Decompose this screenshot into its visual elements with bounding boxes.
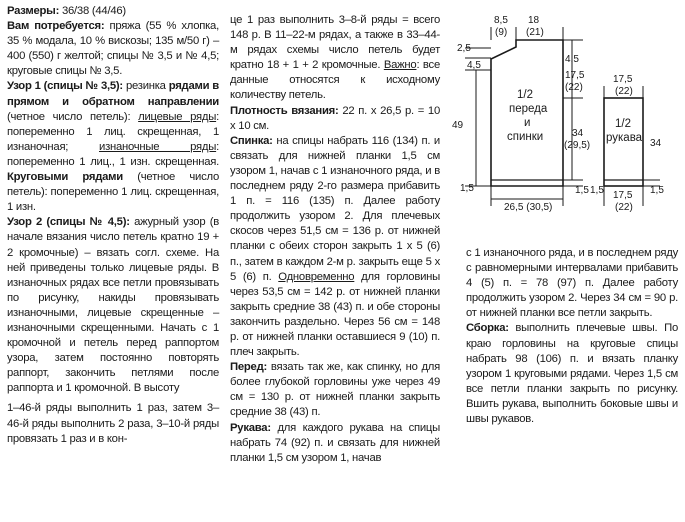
rows-continued-text: це 1 раз выполнить 3–8-й ряды = всего 148 р. В 11–22-м рядах, а также в 33–44-м рядах схемы число петель будет кратно 18 + 1 + 2 кромочные. — [230, 14, 440, 72]
pattern-2-label: Узор 2 (спицы № 4,5): — [7, 216, 130, 229]
back-text-2: для горловины через 53,5 см = 142 р. от нижней планки закрыть средние 38 (43) п. и обе стороны закончить раздельно. Через 56 см = 148 р. от нижней планки оставшиеся 9 (10) п. плеч закрыть. — [230, 270, 440, 359]
front-label: Перед: — [230, 361, 268, 374]
body-piece-label: и — [524, 117, 531, 129]
pattern-1-text-d: : попеременно 1 лиц., 1 изн. скрещенная. — [7, 140, 220, 168]
back-label: Спинка: — [230, 134, 273, 147]
sizes-value: 36/38 (44/46) — [59, 5, 126, 17]
sleeve-piece-label: рукава — [606, 132, 643, 144]
dim-label: 1,5 — [590, 185, 604, 196]
pattern-1-text-c: : попеременно 1 лиц. скрещенная, 1 изнаночная; — [7, 110, 219, 153]
pattern-schematic — [448, 10, 680, 220]
pattern-1-text-b: (четное число петель): — [7, 110, 139, 123]
dim-label: (22) — [615, 86, 633, 97]
density-text: 22 п. х 26,5 р. = 10 х 10 см. — [230, 104, 441, 132]
important-label: Важно — [383, 59, 417, 72]
important-text: : все данные относятся к исходному количеству петель. — [230, 59, 440, 102]
front-paragraph — [230, 360, 440, 420]
dim-label: 34 — [572, 128, 584, 139]
pattern-2-paragraph — [7, 215, 219, 396]
dim-label: (9) — [495, 27, 508, 38]
body-piece-label: переда — [509, 103, 548, 115]
body-piece-label: спинки — [507, 131, 544, 143]
dim-label: 1,5 — [650, 185, 664, 196]
density-label: Плотность вязания: — [230, 104, 339, 117]
dim-label: 4,5 — [565, 54, 579, 65]
back-text: на спицы набрать 116 (134) п. и связать для нижней планки 1,5 см узором 1, начав с 1 изнаночного ряда, и в последнем ряду 2-го размера прибавить 1 п. = 116 (135) п. Далее работу продолжить узором 2. Для плечевых скосов через 51,5 см = 136 р. от нижней планки с обеих сторон закрыть 1 х 5 (6) п., затем в каждом 2-м р. закрыть еще 5 х 5 (6) п. — [230, 134, 440, 283]
pattern-1-bold: рядами в прямом и обратном направлении — [7, 80, 220, 108]
pattern-1-label: Узор 1 (спицы № 3,5): — [7, 80, 123, 93]
sleeves-paragraph — [230, 421, 440, 466]
simultaneously-label: Одновременно — [278, 270, 355, 283]
rows-continued-paragraph — [230, 13, 440, 104]
sleeves-continued-paragraph: с 1 изнаночного ряда, и в последнем ряду с равномерными интервалами прибавить 4 (5) п. = 78 (97) п. Далее работу продолжить узором 2. Через 34 см = 90 р. от нижней планки все петли закрыть. — [466, 247, 678, 320]
dim-label: (22) — [615, 202, 633, 213]
dim-label: 4,5 — [467, 60, 481, 71]
dim-label: 18 — [528, 15, 540, 26]
sleeve-piece-label: 1/2 — [615, 118, 631, 130]
sleeves-text: для каждого рукава на спицы набрать 74 (92) п. и связать для нижней планки 1,5 см узором 1, начав — [230, 421, 440, 464]
dim-label: 17,5 — [613, 74, 633, 85]
instructions-column-3 — [466, 246, 678, 427]
back-paragraph — [230, 134, 440, 360]
body-piece-label: 1/2 — [517, 89, 533, 101]
sleeves-label: Рукава: — [230, 421, 271, 434]
dim-label: 17,5 — [565, 70, 585, 81]
assembly-text: выполнить плечевые швы. По краю горловины на круговые спицы набрать 98 (106) п. и вязать планку узором 1 круговыми рядами. Через 1,5 см все петли планки закрыть по рисунку. Вшить рукава, выполнить боковые швы и швы рукавов. — [466, 322, 678, 426]
dim-label: 26,5 (30,5) — [504, 202, 553, 213]
dim-label: (22) — [565, 82, 583, 93]
dim-label: 2,5 — [457, 43, 471, 54]
dim-label: 17,5 — [613, 190, 633, 201]
materials-paragraph — [7, 19, 219, 79]
dim-label: 49 — [452, 120, 464, 131]
dim-label: (29,5) — [564, 140, 591, 151]
dim-label: 34 — [650, 138, 662, 149]
assembly-label: Сборка: — [466, 322, 509, 335]
pattern-1-underlined-1: лицевые ряды — [138, 110, 217, 123]
dim-label: 1,5 — [460, 183, 474, 194]
pattern-1-bold-2: Круговыми рядами — [7, 171, 123, 184]
front-text: вязать так же, как спинку, но для более глубокой горловины уже через 49 см = 130 р. от нижней планки закрыть средние 38 (43) п. — [230, 361, 440, 419]
sizes-label: Размеры: — [7, 5, 60, 17]
materials-label: Вам потребуется: — [7, 20, 105, 33]
density-paragraph — [230, 104, 440, 134]
pattern-1-paragraph — [7, 79, 219, 215]
pattern-1-text-e: (четное число петель): попеременно 1 лиц. скрещенная, 1 изн. — [7, 171, 219, 214]
pattern-1-text-a: резинка — [122, 80, 169, 93]
pattern-2-text: ажурный узор (в начале вязания число петель кратно 19 + 2 кромочные) – вязать согл. схеме. На ней приведены только лицевые ряды. В изнаночных рядах все петли провязывать по рисунку, накиды провязывать изнаночными, лицевые скрещенные – изнаночными скрещенными. Начать с 1 кромочной и петель перед раппортом узора, затем постоянно повторять раппорт, закончить петлями после раппорта и 1 кромочной. В высоту — [7, 216, 219, 395]
instructions-column-2 — [230, 13, 440, 466]
instructions-column-1 — [7, 4, 219, 447]
sizes-paragraph — [7, 4, 219, 19]
materials-text: пряжа (55 % хлопка, 35 % модала, 10 % вискозы; 135 м/50 г) – 400 (550) г желтой; спицы № 3,5 и № 4,5; круговые спицы № 3,5. — [7, 20, 219, 78]
pattern-1-underlined-2: изнаночные ряды — [99, 140, 217, 153]
dim-label: (21) — [526, 27, 544, 38]
dim-label: 1,5 — [575, 185, 589, 196]
rows-paragraph: 1–46-й ряды выполнить 1 раз, затем 3–46-й ряды выполнить 2 раза, 3–10-й ряды провязать 1 раз и в кон- — [7, 402, 219, 445]
assembly-paragraph — [466, 321, 678, 427]
dim-label: 8,5 — [494, 15, 508, 26]
